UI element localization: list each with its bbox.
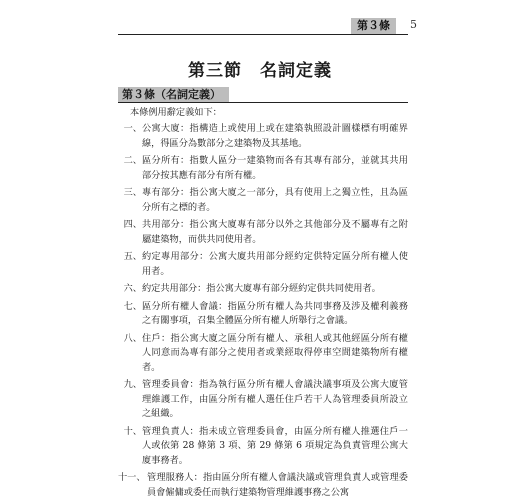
definition-text: 公寓大廈：指構造上或使用上或在建築執照設計圖樣標有明確界線，得區分為數部分之建築物及其基地。 [142, 123, 408, 149]
definition-number: 十、 [123, 425, 142, 437]
page-number: 5 [410, 18, 417, 31]
definition-text: 住戶：指公寓大廈之區分所有權人、承租人或其他經區分所有權人同意而為專有部分之使用者或業經取得停車空間建築物所有權者。 [142, 333, 408, 373]
definition-number: 一、 [123, 123, 142, 135]
definition-text: 約定專用部分：公寓大廈共用部分經約定供特定區分所有權人使用者。 [142, 251, 408, 277]
definition-text: 區分所有：指數人區分一建築物而各有其專有部分，並就其共用部分按其應有部分有所有權。 [142, 155, 408, 181]
definition-number: 九、 [123, 379, 142, 391]
definition-text: 共用部分：指公寓大廈專有部分以外之其他部分及不屬專有之附屬建築物，而供共同使用者。 [142, 219, 408, 245]
definition-item [118, 378, 408, 421]
definition-text: 管理委員會：指為執行區分所有權人會議決議事項及公寓大廈管理維護工作，由區分所有權人選任住戶若干人為管理委員所設立之組織。 [142, 379, 408, 420]
definition-number: 十一、 [118, 472, 146, 484]
definition-item [118, 300, 408, 329]
definition-number: 八、 [123, 333, 142, 344]
definition-item [118, 186, 408, 215]
definition-number: 六、 [123, 283, 142, 295]
header-article-tab: 第３條 [351, 18, 396, 34]
definition-item [118, 282, 408, 296]
definition-item [118, 332, 408, 375]
running-header [118, 18, 408, 35]
definition-number: 四、 [123, 219, 142, 231]
definition-text: 管理服務人：指由區分所有權人會議決議或管理負責人或管理委員會僱傭或委任而執行建築物管理維護事務之公寓 [147, 472, 408, 498]
definition-number: 三、 [123, 187, 142, 199]
definition-text: 區分所有權人會議：指區分所有權人為共同事務及涉及權利義務之有關事項，召集全體區分所有權人所舉行之會議。 [142, 301, 408, 327]
article-body [118, 106, 408, 503]
article-intro: 本條例用辭定義如下： [130, 107, 222, 118]
section-title: 第三節 名詞定義 [188, 61, 332, 81]
definition-text: 專有部分：指公寓大廈之一部分，具有使用上之獨立性，且為區分所有之標的者。 [142, 187, 408, 213]
article-heading-bar [118, 88, 408, 103]
definition-item [118, 218, 408, 247]
definition-item [118, 122, 408, 151]
definition-item [118, 154, 408, 183]
definition-text: 管理負責人：指未成立管理委員會，由區分所有權人推選住戶一人或依第 28 條第 3 項、第 29 條第 6 項規定為負責管理公寓大廈事務者。 [142, 425, 408, 466]
definition-item [118, 250, 408, 279]
definition-item [118, 425, 408, 468]
definition-list [118, 122, 408, 500]
definition-number: 二、 [123, 155, 142, 167]
definition-item [118, 471, 408, 500]
definition-text: 約定共用部分：指公寓大廈專有部分經約定供共同使用者。 [142, 283, 381, 295]
definition-number: 五、 [123, 251, 142, 263]
definition-number: 七、 [123, 301, 142, 312]
article-heading: 第３條（名詞定義） [118, 87, 229, 102]
